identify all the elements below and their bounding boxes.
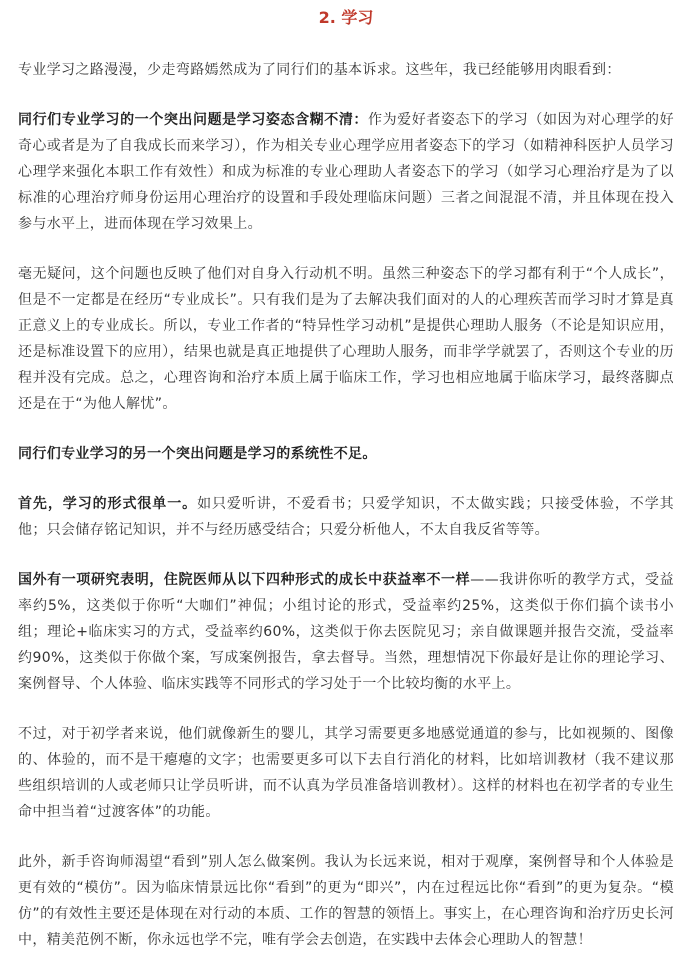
- paragraph-intro: [18, 57, 674, 83]
- paragraph-form-lead: 首先，学习的形式很单一。: [18, 496, 198, 512]
- paragraph-system: [18, 441, 674, 467]
- paragraph-stance-lead: 同行们专业学习的一个突出问题是学习姿态含糊不清：: [18, 112, 368, 128]
- paragraph-research-text: ——我讲你听的教学方式，受益率约5%，这类似于你听“大咖们”神侃；小组讨论的形式，受益率约25%，这类似于你们搞个读书小组；理论+临床实习的方式，受益率约60%，这类似于你去医院见习；亲自做课题并报告交流，受益率约90%，这类似于你做个案，写成案例报告，拿去督导。当然，理想情况下你最好是让你的理论学习、案例督导、个人体验、临床实践等不同形式的学习处于一个比较均衡的水平上。: [18, 572, 674, 692]
- paragraph-stance: [18, 107, 674, 237]
- paragraph-intro-text: 专业学习之路漫漫，少走弯路嫣然成为了同行们的基本诉求。这些年，我已经能够用肉眼看到：: [18, 62, 621, 78]
- paragraph-motivation-text: 毫无疑问，这个问题也反映了他们对自身入行动机不明。虽然三种姿态下的学习都有利于“个人成长”，但是不一定都是在经历“专业成长”。只有我们是为了去解决我们面对的人的心理疾苦而学习时才算是真正意义上的专业成长。所以，专业工作者的“特异性学习动机”是提供心理助人服务（不论是知识应用，还是标准设置下的应用），结果也就是真正地提供了心理助人服务，而非学学就罢了，否则这个专业的历程并没有完成。总之，心理咨询和治疗本质上属于临床工作，学习也相应地属于临床学习，最终落脚点还是在于“为他人解忧”。: [18, 266, 674, 412]
- paragraph-motivation: [18, 261, 674, 417]
- paragraph-beginners-text: 不过，对于初学者来说，他们就像新生的婴儿，其学习需要更多地感觉通道的参与，比如视频的、图像的、体验的，而不是干瘪瘪的文字；也需要更多可以下去自行消化的材料，比如培训教材（我不建议那些组织培训的人或老师只让学员听讲，而不认真为学员准备培训教材）。这样的材料也在初学者的专业生命中担当着“过渡客体”的功能。: [18, 726, 674, 820]
- paragraph-form: [18, 491, 674, 543]
- paragraph-stance-text: 作为爱好者姿态下的学习（如因为对心理学的好奇心或者是为了自我成长而来学习），作为相关专业心理学应用者姿态下的学习（如精神科医护人员学习心理学来强化本职工作有效性）和成为标准的专业心理助人者姿态下的学习（如学习心理治疗是为了以标准的心理治疗师身份运用心理治疗的设置和手段处理临床问题）三者之间混混不清，并且体现在投入参与水平上，进而体现在学习效果上。: [18, 112, 674, 232]
- paragraph-system-lead: 同行们专业学习的另一个突出问题是学习的系统性不足。: [18, 446, 377, 462]
- paragraph-research-lead: 国外有一项研究表明，住院医师从以下四种形式的成长中获益率不一样: [18, 572, 471, 588]
- paragraph-research: [18, 567, 674, 697]
- section-title: 2. 学习: [318, 8, 374, 27]
- paragraph-form-text: 如只爱听讲，不爱看书；只爱学知识，不太做实践；只接受体验，不学其他；只会储存铭记知识，并不与经历感受结合；只爱分析他人，不太自我反省等等。: [18, 496, 674, 538]
- paragraph-beginners: [18, 721, 674, 825]
- paragraph-imitation: [18, 849, 674, 953]
- paragraph-imitation-text: 此外，新手咨询师渴望“看到”别人怎么做案例。我认为长远来说，相对于观摩，案例督导和个人体验是更有效的“模仿”。因为临床情景远比你“看到”的更为“即兴”，内在过程远比你“看到”的更为复杂。“模仿”的有效性主要还是体现在对行动的本质、工作的智慧的领悟上。事实上，在心理咨询和治疗历史长河中，精美范例不断，你永远也学不完，唯有学会去创造，在实践中去体会心理助人的智慧！: [18, 854, 674, 948]
